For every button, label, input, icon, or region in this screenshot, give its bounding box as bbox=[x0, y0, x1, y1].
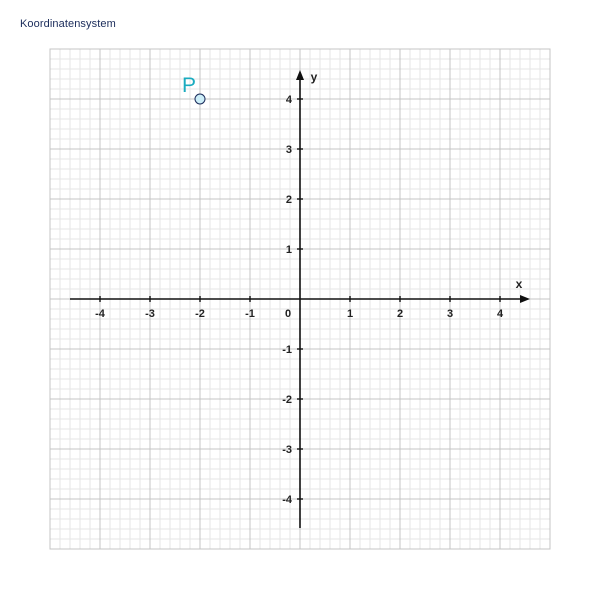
x-tick-label: 4 bbox=[496, 308, 504, 320]
y-tick-label: -1 bbox=[282, 344, 292, 356]
point-label: P bbox=[181, 74, 197, 97]
x-tick-label: 1 bbox=[346, 308, 354, 320]
x-tick-label: 0 bbox=[284, 308, 292, 320]
x-tick-label: 2 bbox=[396, 308, 404, 320]
y-tick-label: -2 bbox=[282, 394, 292, 406]
x-tick-label: -3 bbox=[145, 308, 155, 320]
x-tick-label: -1 bbox=[245, 308, 255, 320]
y-tick-label: -4 bbox=[282, 494, 292, 506]
x-tick-label: -2 bbox=[195, 308, 205, 320]
x-tick-label: -4 bbox=[95, 308, 105, 320]
y-tick-label: 2 bbox=[285, 194, 292, 206]
page-title: Koordinatensystem bbox=[20, 18, 116, 30]
y-tick-label: 4 bbox=[285, 94, 292, 106]
y-tick-label: 3 bbox=[285, 144, 292, 156]
x-axis-label: x bbox=[515, 277, 523, 291]
x-tick-label: 3 bbox=[446, 308, 454, 320]
y-axis-arrow bbox=[296, 70, 304, 80]
point-marker bbox=[195, 94, 205, 104]
y-tick-label: -3 bbox=[282, 444, 292, 456]
y-axis-label: y bbox=[310, 70, 318, 84]
y-tick-label: 1 bbox=[285, 244, 292, 256]
x-axis-arrow bbox=[520, 295, 530, 303]
